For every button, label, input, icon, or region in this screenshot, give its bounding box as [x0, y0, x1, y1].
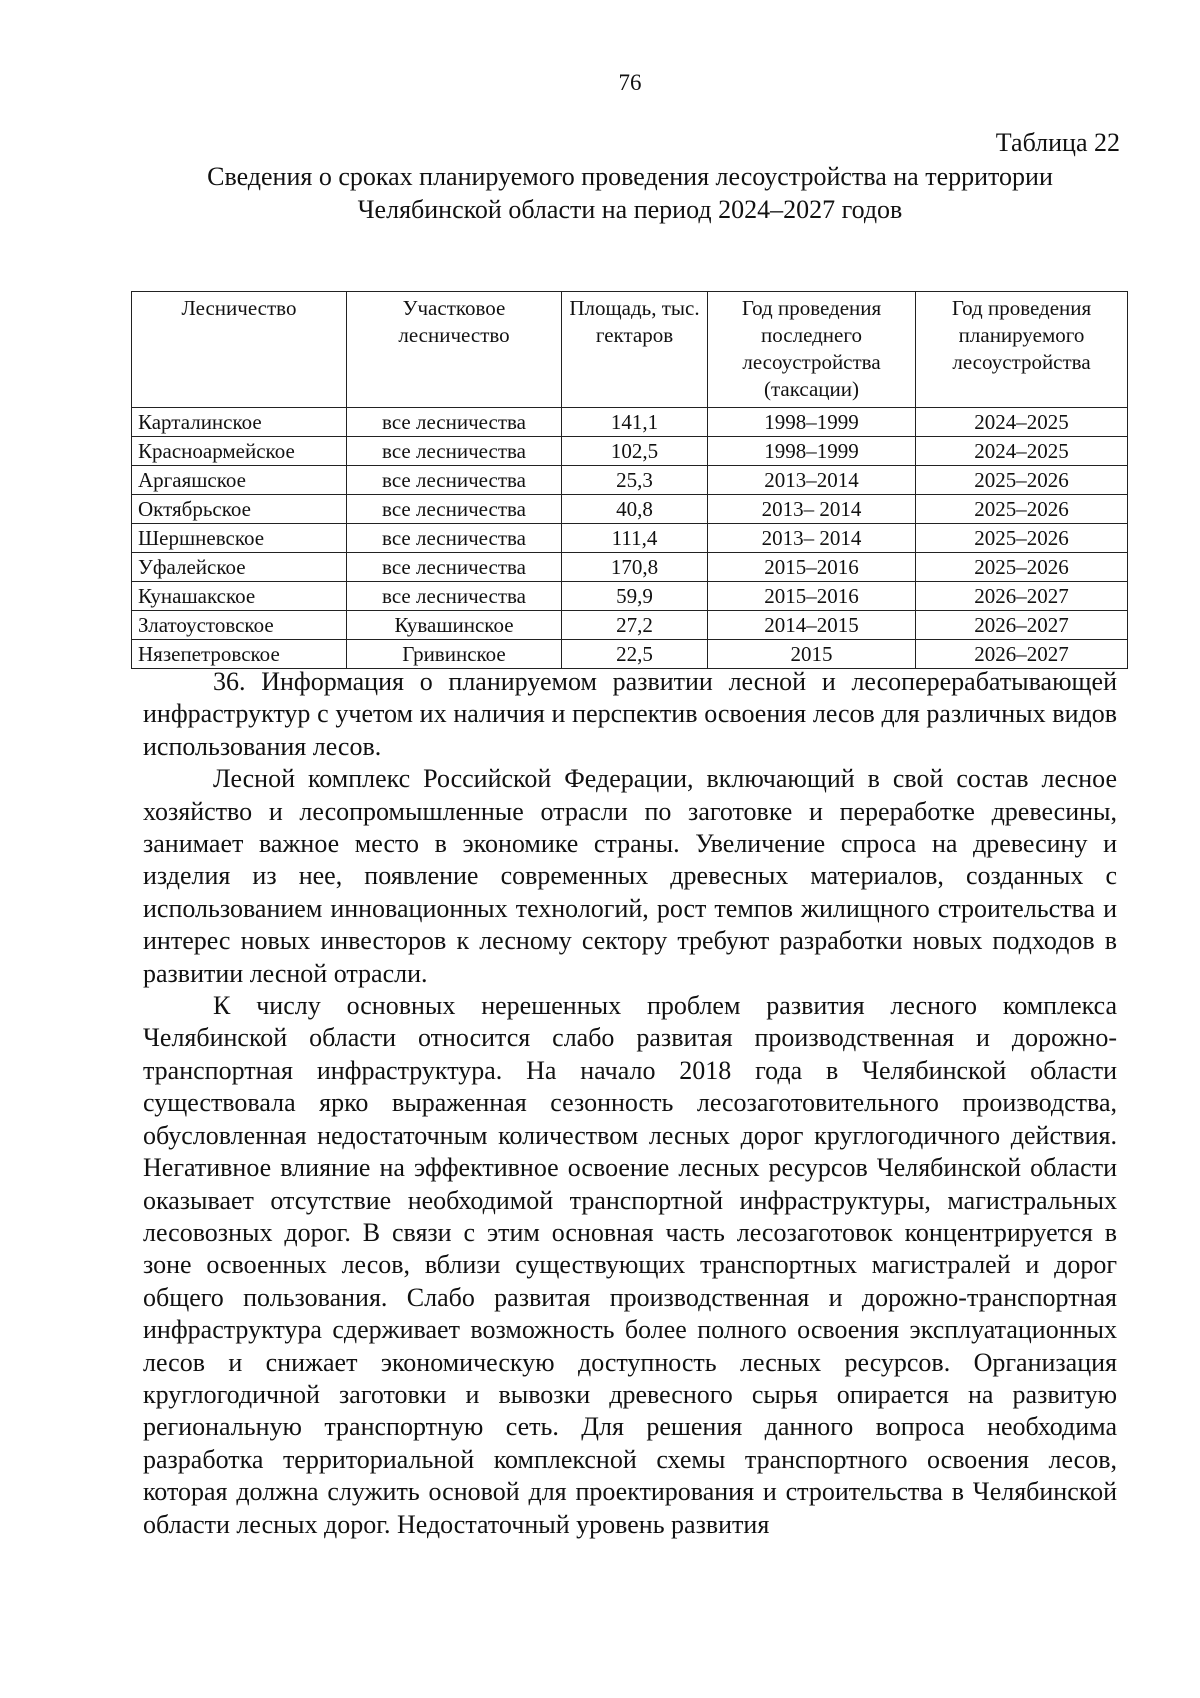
table-title-line: Челябинской области на период 2024–2027 годов [357, 195, 903, 224]
cell-planned-year: 2024–2025 [916, 408, 1128, 437]
table-row [132, 524, 1128, 553]
cell-area: 141,1 [562, 408, 708, 437]
table-row [132, 553, 1128, 582]
cell-district: Гривинское [347, 640, 562, 669]
cell-forestry: Кунашакское [132, 582, 347, 611]
cell-area: 170,8 [562, 553, 708, 582]
cell-forestry: Нязепетровское [132, 640, 347, 669]
cell-area: 102,5 [562, 437, 708, 466]
table-label: Таблица 22 [995, 128, 1120, 157]
cell-last-year: 2013– 2014 [708, 524, 916, 553]
paragraph: Лесной комплекс Российской Федерации, включающий в свой состав лесное хозяйство и лесопромышленные отрасли по заготовке и переработке древесины, занимает важное место в экономике страны. Увеличение спроса на древесину и изделия из нее, появление современных древесных материалов, созданных с использованием инновационных технологий, рост темпов жилищного строительства и интерес новых инвесторов к лесному сектору требуют разработки новых подходов в развитии лесной отрасли. [143, 764, 1117, 988]
cell-last-year: 1998–1999 [708, 437, 916, 466]
table-row [132, 495, 1128, 524]
cell-area: 111,4 [562, 524, 708, 553]
cell-planned-year: 2025–2026 [916, 524, 1128, 553]
cell-forestry: Шершневское [132, 524, 347, 553]
cell-area: 25,3 [562, 466, 708, 495]
cell-forestry: Златоустовское [132, 611, 347, 640]
cell-last-year: 2014–2015 [708, 611, 916, 640]
cell-forestry: Красноармейское [132, 437, 347, 466]
cell-forestry: Аргаяшское [132, 466, 347, 495]
table-title-line: Сведения о сроках планируемого проведения лесоустройства на территории [207, 162, 1053, 191]
table-row [132, 437, 1128, 466]
header-forestry: Лесничество [132, 292, 347, 408]
cell-forestry: Уфалейское [132, 553, 347, 582]
table-row [132, 582, 1128, 611]
cell-forestry: Октябрьское [132, 495, 347, 524]
section-heading: 36. Информация о планируемом развитии лесной и лесоперерабатывающей инфраструктур с учетом их наличия и перспектив освоения лесов для различных видов использования лесов. [143, 667, 1117, 761]
cell-district: все лесничества [347, 524, 562, 553]
cell-last-year: 2015–2016 [708, 582, 916, 611]
cell-planned-year: 2026–2027 [916, 640, 1128, 669]
table-row [132, 611, 1128, 640]
cell-district: все лесничества [347, 437, 562, 466]
cell-district: все лесничества [347, 495, 562, 524]
cell-area: 59,9 [562, 582, 708, 611]
cell-area: 40,8 [562, 495, 708, 524]
cell-district: Кувашинское [347, 611, 562, 640]
cell-planned-year: 2025–2026 [916, 466, 1128, 495]
header-planned-survey-year: Год проведения планируемого лесоустройства [916, 292, 1128, 408]
forestry-table [131, 291, 1128, 669]
table-row [132, 640, 1128, 669]
cell-planned-year: 2024–2025 [916, 437, 1128, 466]
cell-forestry: Карталинское [132, 408, 347, 437]
page-number: 76 [618, 70, 642, 95]
cell-district: все лесничества [347, 466, 562, 495]
cell-planned-year: 2025–2026 [916, 495, 1128, 524]
header-area: Площадь, тыс. гектаров [562, 292, 708, 408]
header-last-survey-year: Год проведения последнего лесоустройства (таксации) [708, 292, 916, 408]
table-header-row [132, 292, 1128, 408]
cell-last-year: 2013– 2014 [708, 495, 916, 524]
table-row [132, 466, 1128, 495]
header-district-forestry: Участковое лесничество [347, 292, 562, 408]
cell-area: 22,5 [562, 640, 708, 669]
cell-district: все лесничества [347, 408, 562, 437]
body-text [143, 666, 1117, 1541]
cell-planned-year: 2025–2026 [916, 553, 1128, 582]
cell-last-year: 2015–2016 [708, 553, 916, 582]
cell-last-year: 1998–1999 [708, 408, 916, 437]
cell-area: 27,2 [562, 611, 708, 640]
cell-planned-year: 2026–2027 [916, 611, 1128, 640]
table-row [132, 408, 1128, 437]
cell-district: все лесничества [347, 553, 562, 582]
cell-last-year: 2015 [708, 640, 916, 669]
table-title [150, 160, 1110, 226]
cell-district: все лесничества [347, 582, 562, 611]
paragraph: К числу основных нерешенных проблем развития лесного комплекса Челябинской области относится слабо развитая производственная и дорожно-транспортная инфраструктура. На начало 2018 года в Челябинской области существовала ярко выраженная сезонность лесозаготовительного производства, обусловленная недостаточным количеством лесных дорог круглогодичного действия. Негативное влияние на эффективное освоение лесных ресурсов Челябинской области оказывает отсутствие необходимой транспортной инфраструктуры, магистральных лесовозных дорог. В связи с этим основная часть лесозаготовок концентрируется в зоне освоенных лесов, вблизи существующих транспортных магистралей и дорог общего пользования. Слабо развитая производственная и дорожно-транспортная инфраструктура сдерживает возможность более полного освоения эксплуатационных лесов и снижает экономическую доступность лесных ресурсов. Организация круглогодичной заготовки и вывозки древесного сырья опирается на развитую региональную транспортную сеть. Для решения данного вопроса необходима разработка территориальной комплексной схемы транспортного освоения лесов, которая должна служить основой для проектирования и строительства в Челябинской области лесных дорог. Недостаточный уровень развития [143, 991, 1117, 1539]
cell-planned-year: 2026–2027 [916, 582, 1128, 611]
cell-last-year: 2013–2014 [708, 466, 916, 495]
